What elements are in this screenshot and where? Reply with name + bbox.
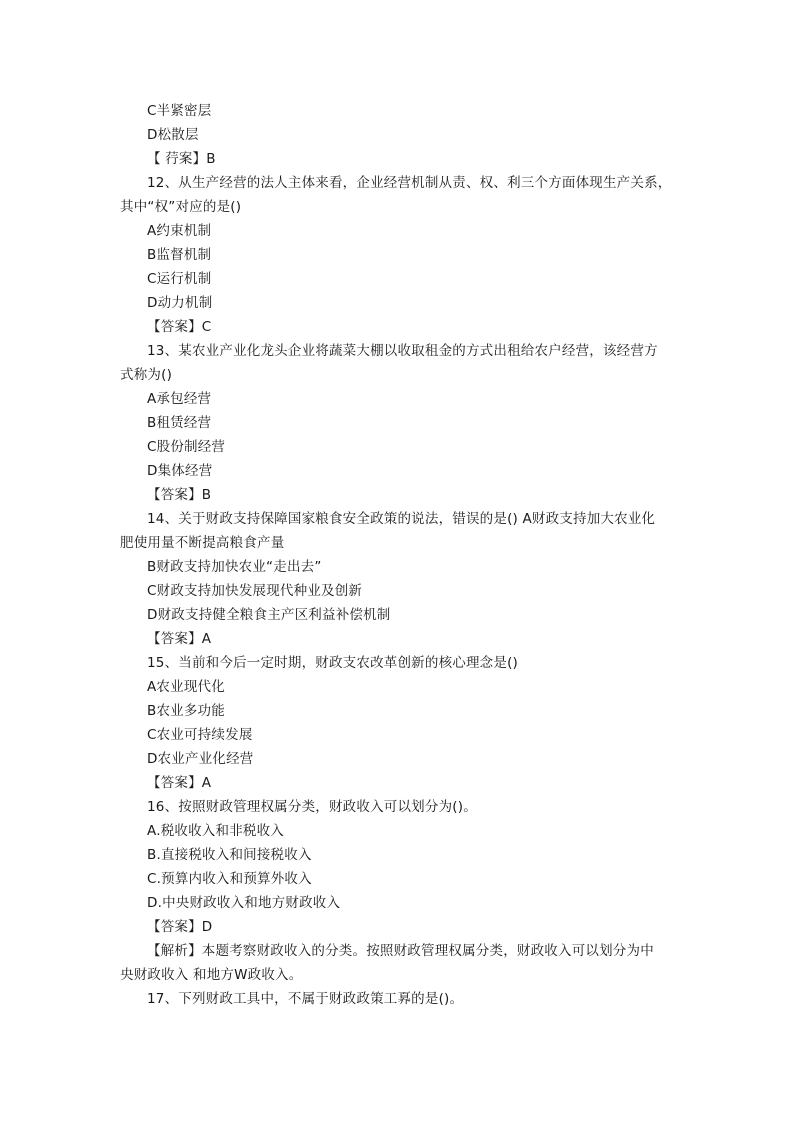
option-c: C农业可持续发展 xyxy=(147,727,253,743)
answer: 【答案】C xyxy=(147,319,212,335)
answer: 【答案】A xyxy=(147,631,212,647)
option-d: D农业产业化经营 xyxy=(147,751,254,767)
question-12-cont: 其中“权”对应的是() xyxy=(120,199,242,215)
option-a: A.税收收入和非税收入 xyxy=(147,823,284,839)
option-d: D财政支持健全粮食主产区利益补偿机制 xyxy=(147,607,391,623)
option-d: D集体经营 xyxy=(147,463,213,479)
question-14-cont: 肥使用量不断提高粮食产量 xyxy=(120,535,285,551)
option-d: D动力机制 xyxy=(147,295,213,311)
question-16: 16、按照财政管理权属分类，财政收入可以划分为()。 xyxy=(147,799,477,815)
option-c: C财政支持加快发展现代种业及创新 xyxy=(147,583,363,599)
option-b: B财政支持加快农业“走出去” xyxy=(147,559,322,575)
option-d: D.中央财政收入和地方财政收入 xyxy=(147,895,341,911)
question-13-cont: 式称为() xyxy=(120,367,173,383)
option-c: C半紧密层 xyxy=(147,103,212,119)
question-12: 12、从生产经营的法人主体来看，企业经营机制从责、权、利三个方面体现生产关系， xyxy=(147,175,672,191)
option-a: A农业现代化 xyxy=(147,679,225,695)
option-c: C股份制经营 xyxy=(147,439,226,455)
option-b: B.直接税收入和间接税收入 xyxy=(147,847,312,863)
answer: 【答案】B xyxy=(147,487,212,503)
option-a: A约束机制 xyxy=(147,223,212,239)
question-13: 13、某农业产业化龙头企业将蔬菜大棚以收取租金的方式出租给农户经营，该经营方 xyxy=(147,343,658,359)
option-d: D松散层 xyxy=(147,127,199,143)
explanation-cont: 央财政收入 和地方W政收入。 xyxy=(120,967,303,983)
answer: 【答案】D xyxy=(147,919,213,935)
option-a: A承包经营 xyxy=(147,391,212,407)
explanation: 【解析】本题考察财政收入的分类。按照财政管理权属分类，财政收入可以划分为中 xyxy=(147,943,654,959)
option-c: C运行机制 xyxy=(147,271,212,287)
option-b: B农业多功能 xyxy=(147,703,225,719)
option-b: B监督机制 xyxy=(147,247,212,263)
question-14: 14、关于财政支持保障国家粮食安全政策的说法，错误的是() A财政支持加大农业化 xyxy=(147,511,656,527)
question-17: 17、下列财政工具中，不属于财政政策工奡的是()。 xyxy=(147,991,464,1007)
option-c: C.预算内收入和预算外收入 xyxy=(147,871,312,887)
question-15: 15、当前和今后一定时期，财政支农改革创新的核心理念是() xyxy=(147,655,519,671)
option-b: B租赁经营 xyxy=(147,415,212,431)
answer: 【 荇案】B xyxy=(147,151,216,167)
answer: 【答案】A xyxy=(147,775,212,791)
